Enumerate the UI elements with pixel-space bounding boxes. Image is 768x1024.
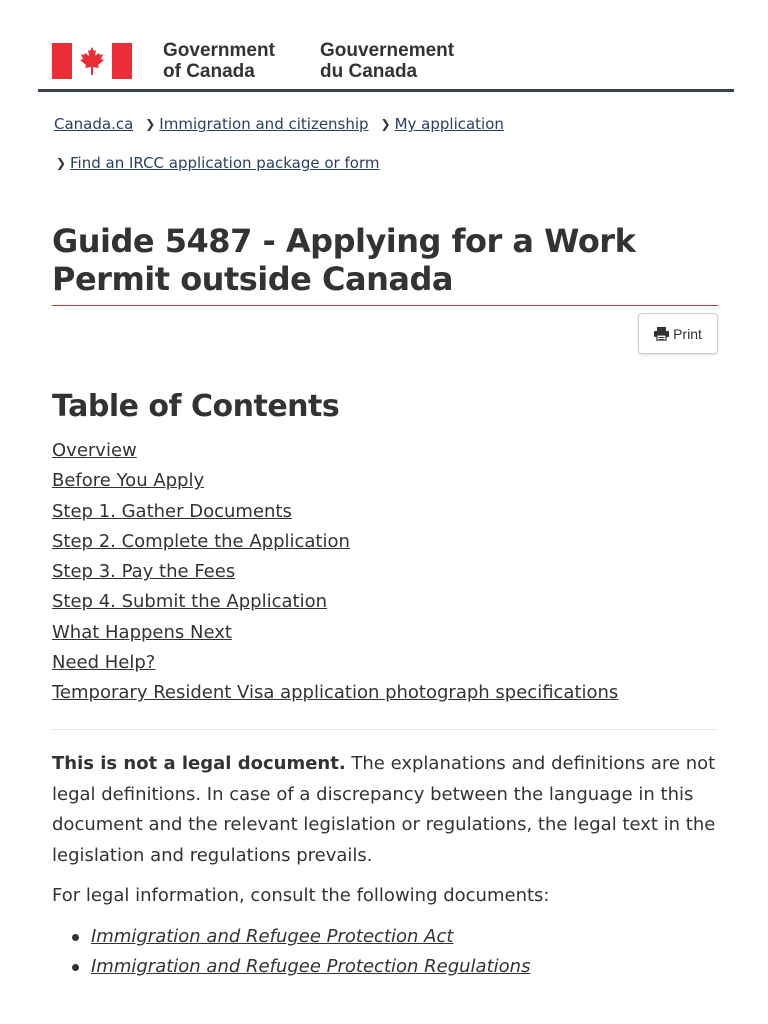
legal-notice-paragraph [52, 749, 722, 871]
table-of-contents [52, 437, 718, 710]
printer-icon [654, 327, 669, 341]
toc-link-need-help[interactable]: Need Help? [52, 652, 156, 674]
link-irpa[interactable]: Immigration and Refugee Protection Act [91, 926, 454, 947]
toc-item [52, 558, 718, 588]
toc-item [52, 679, 718, 709]
page-title: Guide 5487 - Applying for a Work Permit outside Canada [52, 222, 636, 298]
legal-info-intro: For legal information, consult the following documents: [52, 885, 550, 906]
chevron-right-icon: ❯ [55, 156, 67, 170]
toc-link-step-3[interactable]: Step 3. Pay the Fees [52, 561, 236, 583]
link-irpr[interactable]: Immigration and Refugee Protection Regulations [91, 956, 531, 977]
toc-item [52, 588, 718, 618]
breadcrumb-row-1 [54, 112, 734, 136]
toc-link-photo-specs[interactable]: Temporary Resident Visa application photograph specifications [52, 682, 619, 704]
print-button[interactable] [638, 313, 718, 354]
chevron-right-icon: ❯ [145, 117, 156, 131]
toc-item [52, 437, 718, 467]
signature-french[interactable] [320, 40, 454, 82]
toc-link-step-1[interactable]: Step 1. Gather Documents [52, 500, 292, 522]
title-underline [52, 305, 718, 306]
breadcrumb-row-2 [54, 151, 734, 175]
toc-link-overview[interactable]: Overview [52, 440, 137, 461]
section-divider [52, 729, 718, 730]
breadcrumb-find-package-form[interactable]: Find an IRCC application package or form [70, 154, 380, 172]
flag-right-bar [112, 43, 132, 79]
breadcrumb-canada-ca[interactable]: Canada.ca [54, 115, 134, 133]
toc-item [52, 528, 718, 558]
breadcrumb-immigration-citizenship[interactable]: Immigration and citizenship [159, 115, 369, 133]
flag-left-bar [52, 43, 72, 79]
legal-notice-text: The explanations and definitions are not legal definitions. In case of a discrepancy between the language in this document and the relevant legislation or regulations, the legal text in the legislation and regulations prevails. [52, 753, 716, 866]
breadcrumb [54, 112, 734, 175]
toc-item [52, 467, 718, 497]
signature-fr-line2: du Canada [320, 61, 418, 82]
toc-link-before-you-apply[interactable]: Before You Apply [52, 470, 205, 492]
toc-item [52, 649, 718, 679]
legal-notice-bold: This is not a legal document. [52, 753, 346, 774]
breadcrumb-my-application[interactable]: My application [394, 115, 504, 133]
signature-en-line2: of Canada [163, 61, 255, 82]
chevron-right-icon: ❯ [380, 117, 391, 131]
signature-fr-line1: Gouvernement [320, 40, 455, 61]
toc-link-what-happens-next[interactable]: What Happens Next [52, 621, 232, 643]
print-button-label: Print [673, 325, 702, 342]
site-header [38, 36, 734, 92]
toc-item [52, 498, 718, 528]
maple-leaf-icon [80, 47, 104, 75]
signature-en-line1: Government [163, 40, 275, 61]
toc-link-step-4[interactable]: Step 4. Submit the Application [52, 591, 328, 613]
signature-english[interactable] [163, 40, 275, 82]
legal-documents-list [52, 922, 718, 982]
canada-flag-logo[interactable] [52, 43, 132, 79]
list-item [52, 952, 718, 982]
toc-item [52, 619, 718, 649]
list-item [52, 922, 718, 952]
toc-link-step-2[interactable]: Step 2. Complete the Application [52, 530, 350, 552]
toc-heading: Table of Contents [52, 389, 340, 424]
